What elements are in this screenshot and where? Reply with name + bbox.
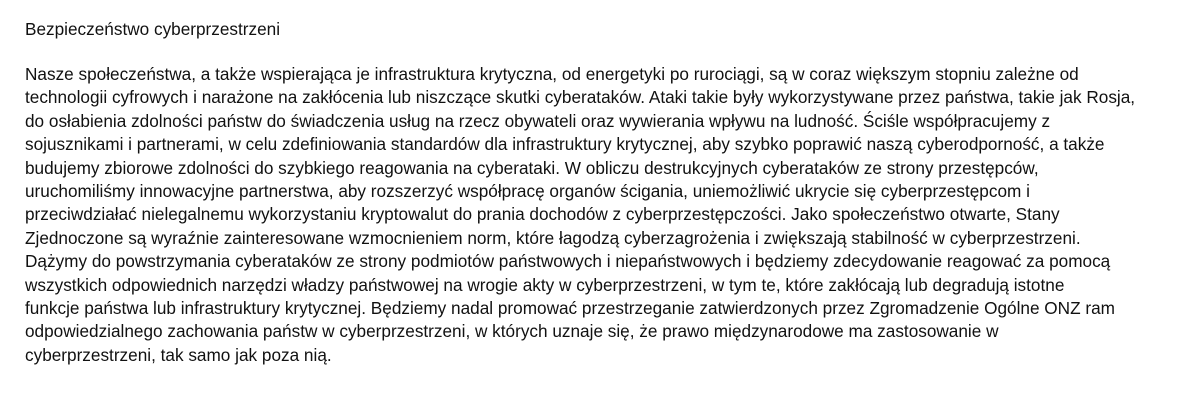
document-title: Bezpieczeństwo cyberprzestrzeni [25, 19, 281, 39]
document-body-paragraph: Nasze społeczeństwa, a także wspierająca je infrastruktura krytyczna, od energetyki po rurociągi, są w coraz większym stopniu zależne od technologii cyfrowych i narażone na zakłócenia lub niszczące skutki cyberataków. Ataki takie były wykorzystywane przez państwa, takie jak Rosja, do osłabienia zdolności państw do świadczenia usług na rzecz obywateli oraz wywierania wpływu na ludność. Ściśle współpracujemy z sojusznikami i partnerami, w celu zdefiniowania standardów dla infrastruktury krytycznej, aby szybko poprawić naszą cyberodporność, a także budujemy zbiorowe zdolności do szybkiego reagowania na cyberataki. W obliczu destrukcyjnych cyberataków ze strony przestępców, uruchomiliśmy innowacyjne partnerstwa, aby rozszerzyć współpracę organów ścigania, uniemożliwić ukrycie się cyberprzestępcom i przeciwdziałać nielegalnemu wykorzystaniu kryptowalut do prania dochodów z cyberprzestępczości. Jako społeczeństwo otwarte, Stany Zjednoczone są wyraźnie zainteresowane wzmocnieniem norm, które łagodzą cyberzagrożenia i zwiększają stabilność w cyberprzestrzeni. Dążymy do powstrzymania cyberataków ze strony podmiotów państwowych i niepaństwowych i będziemy zdecydowanie reagować za pomocą wszystkich odpowiednich narzędzi władzy państwowej na wrogie akty w cyberprzestrzeni, w tym te, które zakłócają lub degradują istotne funkcje państwa lub infrastruktury krytycznej. Będziemy nadal promować przestrzeganie zatwierdzonych przez Zgromadzenie Ogólne ONZ ram odpowiedzialnego zachowania państw w cyberprzestrzeni, w których uznaje się, że prawo międzynarodowe ma zastosowanie w cyberprzestrzeni, tak samo jak poza nią. [25, 64, 1136, 365]
